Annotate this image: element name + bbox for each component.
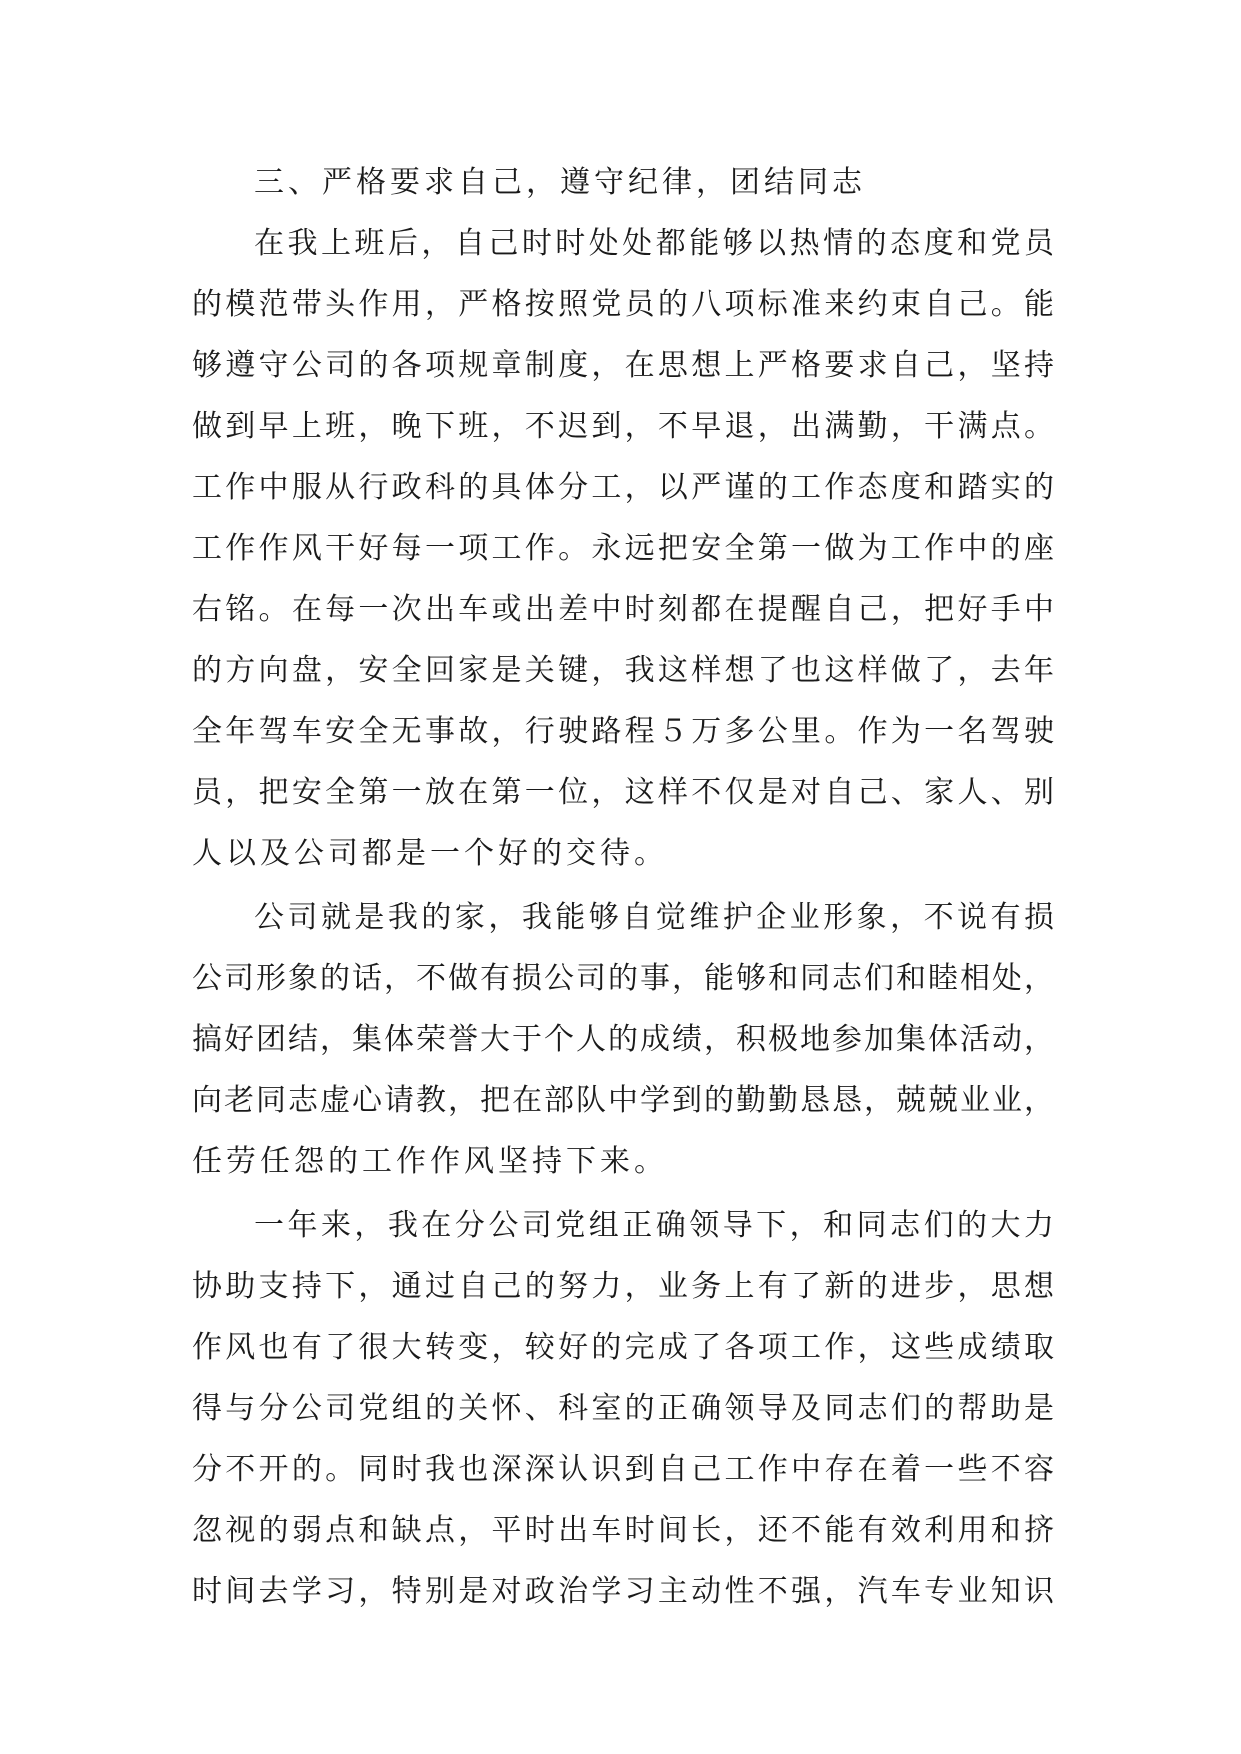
paragraph-line: 人以及公司都是一个好的交待。 <box>192 836 668 871</box>
paragraph-line: 时间去学习，特别是对政治学习主动性不强，汽车专业知识 <box>192 1574 1054 1609</box>
paragraph-line: 向老同志虚心请教，把在部队中学到的勤勤恳恳，兢兢业业， <box>192 1083 1054 1118</box>
paragraph-line: 工作作风干好每一项工作。永远把安全第一做为工作中的座 <box>192 531 1054 566</box>
paragraph-line: 公司就是我的家，我能够自觉维护企业形象，不说有损 <box>254 900 1054 935</box>
section-heading: 三、严格要求自己，遵守纪律，团结同志 <box>254 165 866 200</box>
paragraph-line: 的方向盘，安全回家是关键，我这样想了也这样做了，去年 <box>192 653 1054 688</box>
paragraph-line: 全年驾车安全无事故，行驶路程５万多公里。作为一名驾驶 <box>192 714 1054 749</box>
paragraph-line: 够遵守公司的各项规章制度，在思想上严格要求自己，坚持 <box>192 348 1054 383</box>
paragraph-line: 搞好团结，集体荣誉大于个人的成绩，积极地参加集体活动， <box>192 1022 1054 1057</box>
document-body <box>192 152 1054 1622</box>
paragraph-line: 协助支持下，通过自己的努力，业务上有了新的进步，思想 <box>192 1269 1054 1304</box>
paragraph-1 <box>192 213 1054 884</box>
paragraph-2 <box>192 887 1054 1192</box>
paragraph-line: 的模范带头作用，严格按照党员的八项标准来约束自己。能 <box>192 287 1054 322</box>
paragraph-line: 工作中服从行政科的具体分工，以严谨的工作态度和踏实的 <box>192 470 1054 505</box>
paragraph-line: 得与分公司党组的关怀、科室的正确领导及同志们的帮助是 <box>192 1391 1054 1426</box>
paragraph-line: 分不开的。同时我也深深认识到自己工作中存在着一些不容 <box>192 1452 1054 1487</box>
paragraph-line: 一年来，我在分公司党组正确领导下，和同志们的大力 <box>254 1208 1054 1243</box>
paragraph-line: 任劳任怨的工作作风坚持下来。 <box>192 1144 668 1179</box>
paragraph-line: 忽视的弱点和缺点，平时出车时间长，还不能有效利用和挤 <box>192 1513 1054 1548</box>
paragraph-line: 在我上班后，自己时时处处都能够以热情的态度和党员 <box>254 226 1054 261</box>
paragraph-line: 右铭。在每一次出车或出差中时刻都在提醒自己，把好手中 <box>192 592 1054 627</box>
paragraph-line: 做到早上班，晚下班，不迟到，不早退，出满勤，干满点。 <box>192 409 1054 444</box>
paragraph-line: 作风也有了很大转变，较好的完成了各项工作，这些成绩取 <box>192 1330 1054 1365</box>
paragraph-3 <box>192 1195 1054 1622</box>
paragraph-line: 公司形象的话，不做有损公司的事，能够和同志们和睦相处， <box>192 961 1054 996</box>
paragraph-line: 员，把安全第一放在第一位，这样不仅是对自己、家人、别 <box>192 775 1054 810</box>
